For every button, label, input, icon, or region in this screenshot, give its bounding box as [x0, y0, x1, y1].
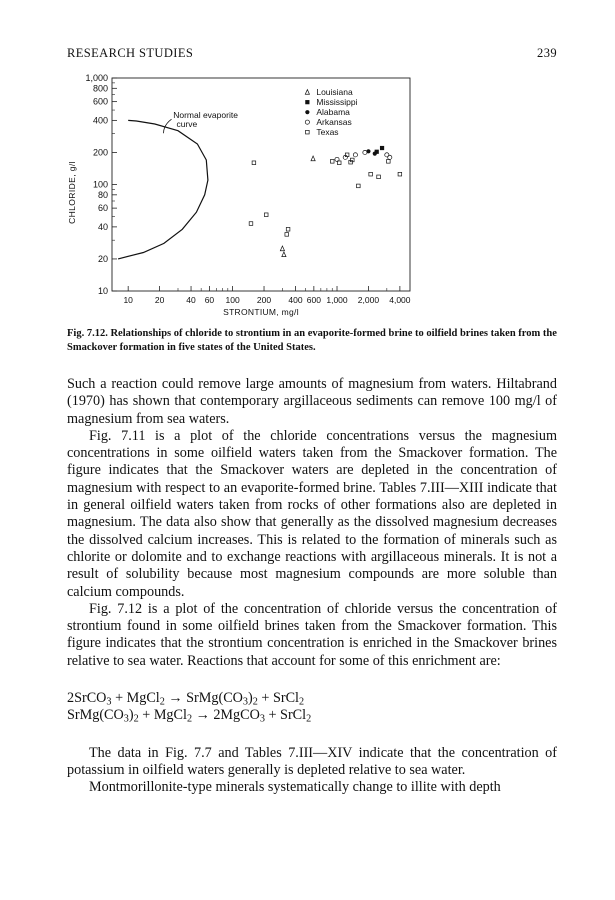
legend-label-arkansas: Arkansas: [316, 117, 352, 128]
x-tick-label: 2,000: [357, 295, 380, 305]
point-texas: [357, 184, 361, 188]
point-texas: [387, 160, 391, 164]
curve-label-leader: [164, 119, 172, 133]
x-tick-label: 1,000: [326, 295, 348, 305]
y-tick-label: 80: [97, 189, 108, 200]
x-tick-label: 400: [288, 295, 303, 305]
y-axis-label: CHLORIDE, g/l: [67, 161, 77, 224]
y-tick-label: 400: [92, 115, 108, 126]
evaporite-curve: [118, 120, 208, 259]
point-texas: [369, 172, 373, 176]
point-texas: [398, 172, 402, 176]
chloride-strontium-chart: [60, 68, 440, 328]
point-texas: [264, 213, 268, 217]
y-tick-label: 100: [92, 179, 108, 190]
x-tick-label: 200: [256, 295, 272, 305]
body-text: [67, 376, 557, 797]
legend-label-louisiana: Louisiana: [316, 87, 353, 98]
point-texas: [330, 160, 334, 164]
x-tick-label: 10: [123, 295, 133, 305]
paragraph-4: The data in Fig. 7.7 and Tables 7.III—XIV indicate that the concentration of potassium in oilfield waters generally is depleted relative to sea water.: [67, 744, 557, 778]
x-tick-label: 40: [186, 295, 196, 305]
point-texas: [377, 175, 381, 179]
x-axis-label: STRONTIUM, mg/l: [223, 307, 299, 317]
paragraph-5: Montmorillonite-type minerals systematically change to illite with depth: [89, 779, 501, 796]
y-tick-label: 200: [92, 147, 108, 158]
point-alabama: [373, 152, 377, 156]
y-tick-label: 1,000: [85, 73, 108, 83]
y-tick-label: 40: [97, 221, 108, 232]
paragraph-2: Fig. 7.11 is a plot of the chloride concentrations versus the magnesium concentrations in some oilfield waters taken from the Smackover formation. The figure indicates that the Smackover waters are depleted in the concentration of magnesium with respect to an evaporite-formed brine. Tables 7.III—XIII indicate that in general oilfield waters taken from rocks of other formations also are depleted in magnesium. The data also show that generally as the dissolved magnesium decreases the dissolved calcium increases. This is related to the formation of minerals such as chlorite or dolomite and to exchange reactions with argillaceous minerals. It is not a result of solubility because most magnesium compounds are more soluble than calcium compounds.: [67, 427, 557, 600]
equation-2: $SrMg(CO_3)_2$ + MgCl$_2$ → 2MgCO$_3$ + SrCl$_2$: [67, 707, 312, 725]
point-texas: [249, 222, 253, 226]
running-title: RESEARCH STUDIES: [67, 46, 194, 60]
x-tick-label: 600: [306, 295, 321, 305]
x-tick-label: 60: [204, 295, 215, 305]
y-tick-label: 20: [97, 253, 108, 264]
legend-label-mississippi: Mississippi: [316, 97, 358, 108]
curve-label: Normal evaporite curve: [173, 110, 238, 130]
running-header: [67, 46, 557, 62]
point-arkansas: [388, 155, 392, 159]
legend-symbol-texas: [306, 130, 310, 134]
legend-symbol-alabama: [305, 110, 309, 114]
legend-label-texas: Texas: [316, 127, 339, 138]
legend-symbol-louisiana: [305, 90, 309, 95]
point-arkansas: [353, 153, 357, 157]
y-tick-label: 600: [92, 96, 108, 107]
point-texas: [252, 161, 256, 165]
x-tick-label: 100: [225, 295, 240, 305]
x-tick-label: 20: [154, 295, 165, 305]
y-tick-label: 10: [97, 286, 108, 296]
point-texas: [286, 227, 290, 231]
point-louisiana: [311, 156, 315, 161]
y-tick-label: 60: [97, 203, 108, 214]
point-texas: [285, 233, 289, 237]
equation-1: 2SrCO$_3$ + MgCl$_2$ → $SrMg(CO_3)_2$ + SrCl$_2$: [67, 690, 305, 708]
page-number: 239: [537, 46, 557, 60]
legend-symbol-arkansas: [305, 120, 309, 124]
figure-caption: Fig. 7.12. Relationships of chloride to strontium in an evaporite-formed brine to oilfield brines taken from the Smackover formation in five states of the United States.: [67, 328, 557, 353]
point-louisiana: [282, 252, 286, 257]
x-tick-label: 4,000: [389, 295, 411, 305]
point-arkansas: [363, 150, 367, 154]
point-louisiana: [280, 246, 284, 251]
point-mississippi: [380, 146, 384, 150]
legend-symbol-mississippi: [305, 100, 309, 104]
paragraph-3: Fig. 7.12 is a plot of the concentration of chloride versus the concentration of strontium found in some oilfield brines taken from the Smackover formation. This figure indicates that the strontium concentration is enriched in the Smackover brines relative to sea water. Reactions that account for some of this enrichment are:: [67, 600, 557, 669]
y-tick-label: 800: [92, 83, 108, 94]
legend-label-alabama: Alabama: [316, 107, 350, 118]
plot-frame: [112, 78, 410, 291]
paragraph-1: Such a reaction could remove large amounts of magnesium from waters. Hiltabrand (1970) has shown that contemporary argillaceous sediments can remove 100 mg/l of magnesium from sea waters.: [67, 376, 557, 427]
